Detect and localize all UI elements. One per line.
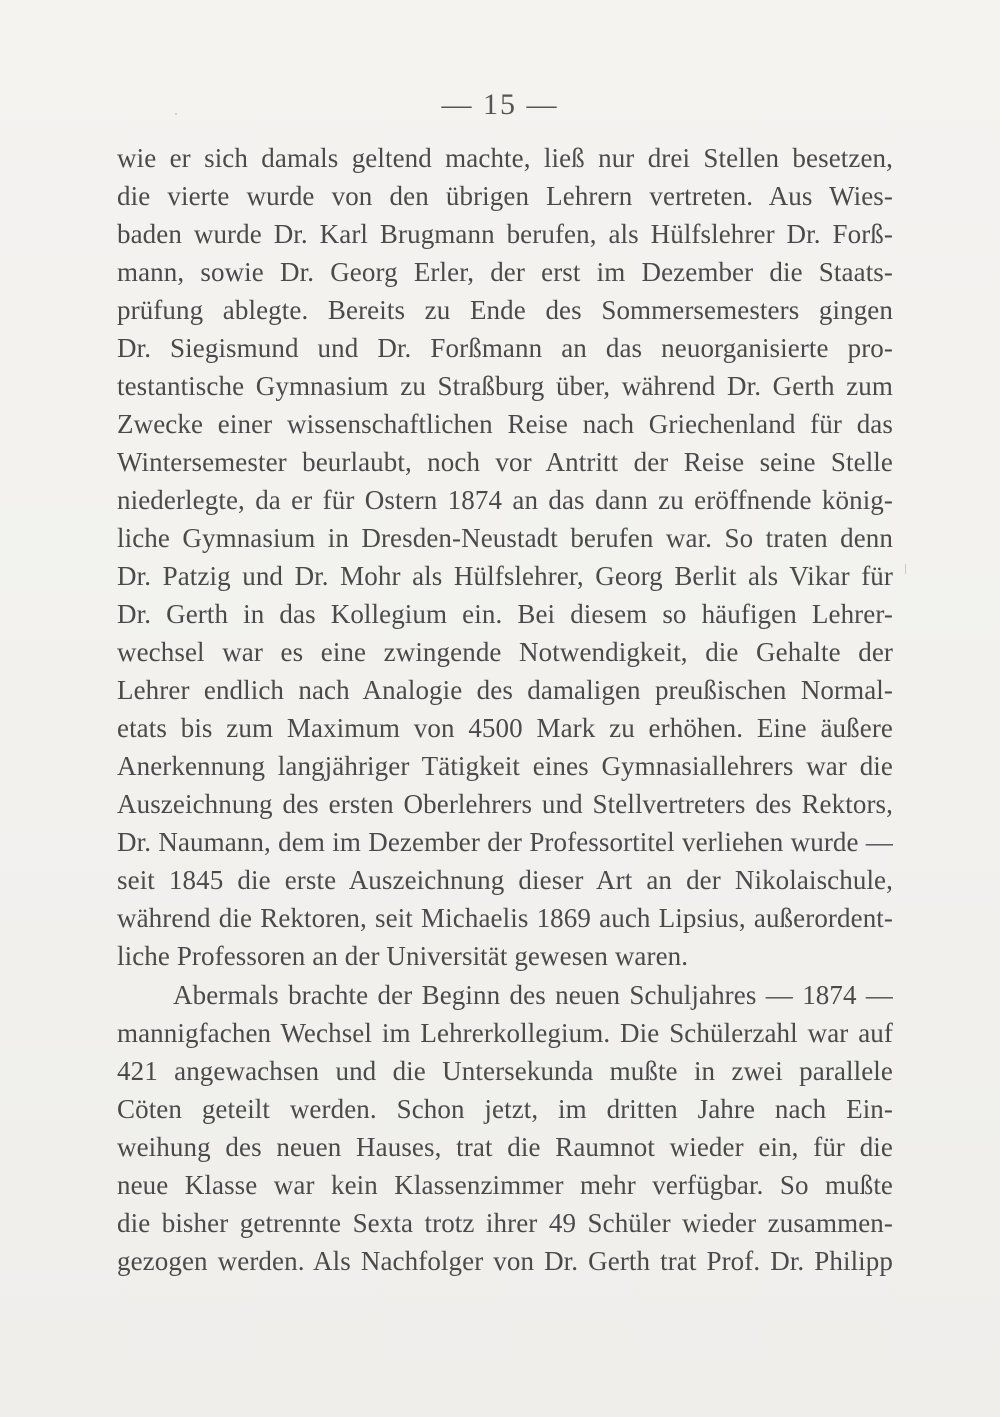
text-line: prüfung ablegte. Bereits zu Ende des Sommersemesters gingen: [117, 295, 893, 325]
text-line: liche Professoren an der Universität gewesen waren.: [117, 941, 689, 971]
text-line: neue Klasse war kein Klassenzimmer mehr verfügbar. So mußte: [117, 1170, 893, 1200]
text-line: während die Rektoren, seit Michaelis 1869 auch Lipsius, außerordent-: [117, 903, 893, 933]
text-line: Abermals brachte der Beginn des neuen Schuljahres — 1874 —: [173, 980, 893, 1010]
text-line: die vierte wurde von den übrigen Lehrern vertreten. Aus Wies-: [117, 181, 893, 211]
text-line: Dr. Siegismund und Dr. Forßmann an das neuorganisierte pro-: [117, 333, 893, 363]
text-line: Dr. Naumann, dem im Dezember der Professortitel verliehen wurde —: [117, 827, 893, 857]
pencil-mark: /: [901, 562, 911, 578]
text-line: Cöten geteilt werden. Schon jetzt, im dritten Jahre nach Ein-: [117, 1094, 893, 1124]
text-line: etats bis zum Maximum von 4500 Mark zu erhöhen. Eine äußere: [117, 713, 893, 743]
text-line: 421 angewachsen und die Untersekunda mußte in zwei parallele: [117, 1056, 893, 1086]
text-line: liche Gymnasium in Dresden-Neustadt berufen war. So traten denn: [117, 523, 893, 553]
text-line: mannigfachen Wechsel im Lehrerkollegium. Die Schülerzahl war auf: [117, 1018, 893, 1048]
text-line: die bisher getrennte Sexta trotz ihrer 49 Schüler wieder zusammen-: [117, 1208, 893, 1238]
text-line: Auszeichnung des ersten Oberlehrers und Stellvertreters des Rektors,: [117, 789, 893, 819]
text-line: baden wurde Dr. Karl Brugmann berufen, als Hülfslehrer Dr. Forß-: [117, 219, 893, 249]
text-line: niederlegte, da er für Ostern 1874 an das dann zu eröffnende könig-: [117, 485, 893, 515]
text-line: Anerkennung langjähriger Tätigkeit eines Gymnasiallehrers war die: [117, 751, 893, 781]
text-line: wechsel war es eine zwingende Notwendigkeit, die Gehalte der: [117, 637, 893, 667]
text-line: gezogen werden. Als Nachfolger von Dr. Gerth trat Prof. Dr. Philipp: [117, 1246, 893, 1276]
text-line: testantische Gymnasium zu Straßburg über, während Dr. Gerth zum: [117, 371, 893, 401]
text-line: Lehrer endlich nach Analogie des damaligen preußischen Normal-: [117, 675, 893, 705]
text-line: Dr. Patzig und Dr. Mohr als Hülfslehrer, Georg Berlit als Vikar für: [117, 561, 893, 591]
text-line: mann, sowie Dr. Georg Erler, der erst im Dezember die Staats-: [117, 257, 893, 287]
text-line: weihung des neuen Hauses, trat die Raumnot wieder ein, für die: [117, 1132, 893, 1162]
text-line: Wintersemester beurlaubt, noch vor Antritt der Reise seine Stelle: [117, 447, 893, 477]
text-line: wie er sich damals geltend machte, ließ nur drei Stellen besetzen,: [117, 143, 893, 173]
page-number: — 15 —: [441, 88, 559, 121]
text-line: Dr. Gerth in das Kollegium ein. Bei diesem so häufigen Lehrer-: [117, 599, 893, 629]
text-line: seit 1845 die erste Auszeichnung dieser Art an der Nikolaischule,: [117, 865, 893, 895]
text-line: Zwecke einer wissenschaftlichen Reise nach Griechenland für das: [117, 409, 893, 439]
